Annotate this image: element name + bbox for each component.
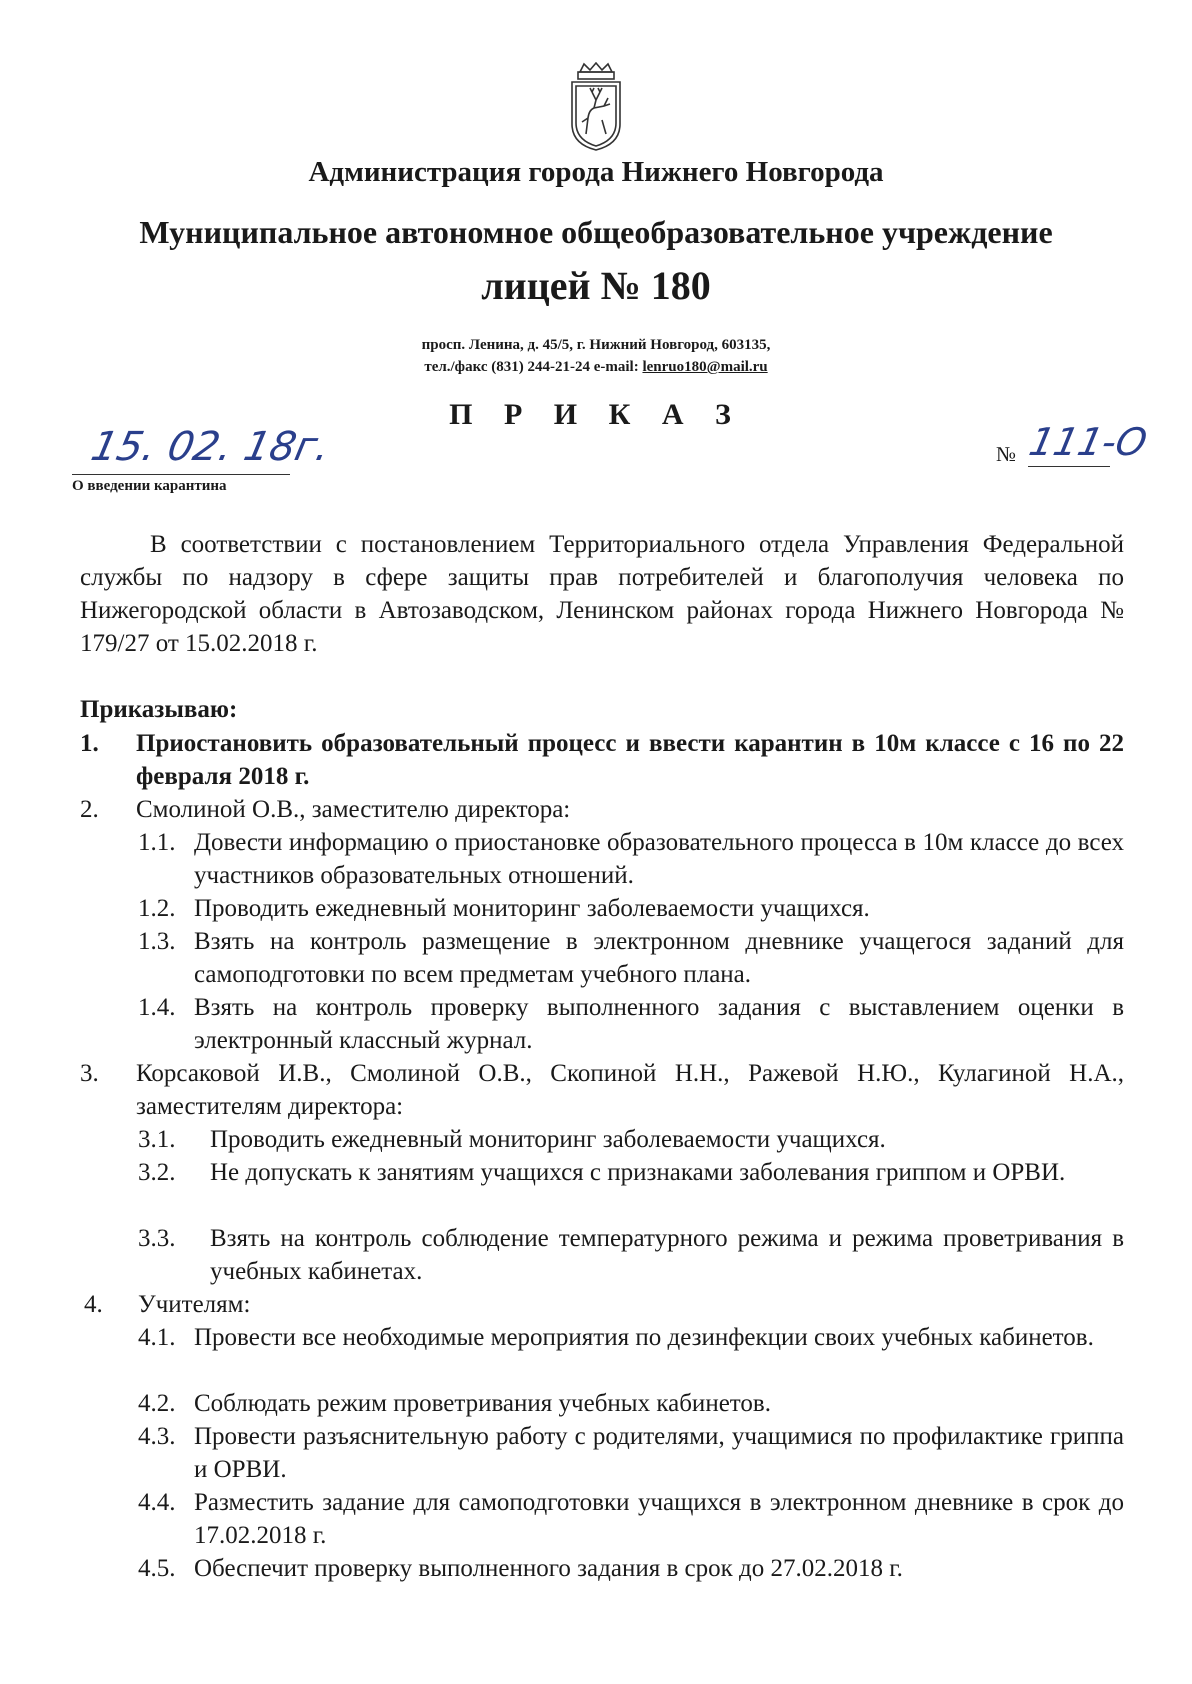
sub-item-text: Провести все необходимые мероприятия по дезинфекции своих учебных кабинетов.: [194, 1324, 1094, 1351]
sub-item-text: Взять на контроль проверку выполненного задания с выставлением оценки в электронный классный журнал.: [194, 994, 1124, 1054]
sub-item-text: Не допускать к занятиям учащихся с признаками заболевания гриппом и ОРВИ.: [210, 1159, 1066, 1186]
order-item-4: [84, 1288, 1124, 1321]
address-line: просп. Ленина, д. 45/5, г. Нижний Новгород, 603135,: [421, 337, 771, 353]
sub-item-number: 4.1.: [138, 1324, 176, 1351]
preamble-paragraph: В соответствии с постановлением Территориального отдела Управления Федеральной службы по надзору в сфере защиты прав потребителей и благополучия человека по Нижегородской области в Автозаводском, Ленинском районах города Нижнего Новгорода № 179/27 от 15.02.2018 г.: [80, 531, 1124, 657]
sub-item-number: 1.1.: [138, 829, 176, 856]
sub-item-1-2: [138, 892, 1124, 925]
sub-item-text: Разместить задание для самоподготовки учащихся в электронном дневнике в срок до 17.02.2018 г.: [194, 1489, 1124, 1549]
sub-item-3-1: [138, 1123, 1124, 1156]
order-date-handwritten: 15. 02. 18г.: [87, 424, 335, 470]
sub-item-4-4: [138, 1486, 1124, 1552]
sub-item-number: 3.2.: [138, 1159, 176, 1186]
sub-item-text: Проводить ежедневный мониторинг заболеваемости учащихся.: [210, 1126, 886, 1153]
sub-item-text: Довести информацию о приостановке образовательного процесса в 10м классе до всех участников образовательных отношений.: [194, 829, 1124, 889]
item-number: 4.: [84, 1291, 103, 1318]
sub-item-1-4: [138, 991, 1124, 1057]
date-underline: [72, 474, 290, 475]
sub-item-number: 3.1.: [138, 1126, 176, 1153]
coat-of-arms-icon: [566, 62, 626, 152]
item-text: Корсаковой И.В., Смолиной О.В., Скопиной Н.Н., Ражевой Н.Ю., Кулагиной Н.А., заместителям директора:: [136, 1060, 1124, 1120]
order-item-1: [80, 727, 1124, 793]
lyceum-title: лицей № 180: [481, 263, 711, 308]
sub-item-number: 4.5.: [138, 1555, 176, 1582]
sub-item-text: Соблюдать режим проветривания учебных кабинетов.: [194, 1390, 771, 1417]
sub-item-number: 4.2.: [138, 1390, 176, 1417]
item-number: 1.: [80, 730, 99, 757]
order-subject: О введении карантина: [72, 478, 227, 494]
contact-prefix: тел./факс (831) 244-21-24 e-mail:: [424, 359, 643, 375]
sub-item-text: Проводить ежедневный мониторинг заболеваемости учащихся.: [194, 895, 870, 922]
order-heading: Приказываю:: [80, 696, 238, 723]
sub-item-text: Взять на контроль размещение в электронном дневнике учащегося заданий для самоподготовки по всем предметам учебного плана.: [194, 928, 1124, 988]
document-type-title: П Р И К А З: [449, 398, 743, 431]
sub-item-3-3: [138, 1222, 1124, 1288]
sub-item-number: 1.2.: [138, 895, 176, 922]
sub-item-1-3: [138, 925, 1124, 991]
item-text: Учителям:: [138, 1291, 251, 1318]
sub-item-number: 3.3.: [138, 1225, 176, 1252]
contact-line: [0, 356, 1192, 378]
sub-item-1-1: [138, 826, 1124, 892]
sub-item-text: Обеспечит проверку выполненного задания в срок до 27.02.2018 г.: [194, 1555, 903, 1582]
sub-item-number: 4.3.: [138, 1423, 176, 1450]
school-title: Муниципальное автономное общеобразовательное учреждение: [139, 214, 1053, 250]
sub-item-number: 1.4.: [138, 994, 176, 1021]
item-text: Приостановить образовательный процесс и ввести карантин в 10м классе с 16 по 22 февраля 2018 г.: [136, 730, 1124, 790]
item-number: 2.: [80, 796, 99, 823]
number-underline: [1028, 466, 1110, 467]
sub-item-4-3: [138, 1420, 1124, 1486]
email-link[interactable]: lenruo180@mail.ru: [642, 359, 768, 375]
order-item-3: [80, 1057, 1124, 1123]
sub-item-4-2: [138, 1387, 1124, 1420]
sub-item-4-1: [138, 1321, 1124, 1354]
item-number: 3.: [80, 1060, 99, 1087]
sub-item-number: 4.4.: [138, 1489, 176, 1516]
order-number-handwritten: 111-О: [1025, 420, 1151, 464]
order-item-2: [80, 793, 1124, 826]
order-number-label: №: [996, 442, 1017, 466]
item-text: Смолиной О.В., заместителю директора:: [136, 796, 571, 823]
sub-item-number: 1.3.: [138, 928, 176, 955]
sub-item-3-2: [138, 1156, 1124, 1189]
sub-item-4-5: [138, 1552, 1124, 1585]
sub-item-text: Провести разъяснительную работу с родителями, учащимися по профилактике гриппа и ОРВИ.: [194, 1423, 1124, 1483]
sub-item-text: Взять на контроль соблюдение температурного режима и режима проветривания в учебных кабинетах.: [210, 1225, 1124, 1285]
administration-title: Администрация города Нижнего Новгорода: [308, 156, 884, 188]
